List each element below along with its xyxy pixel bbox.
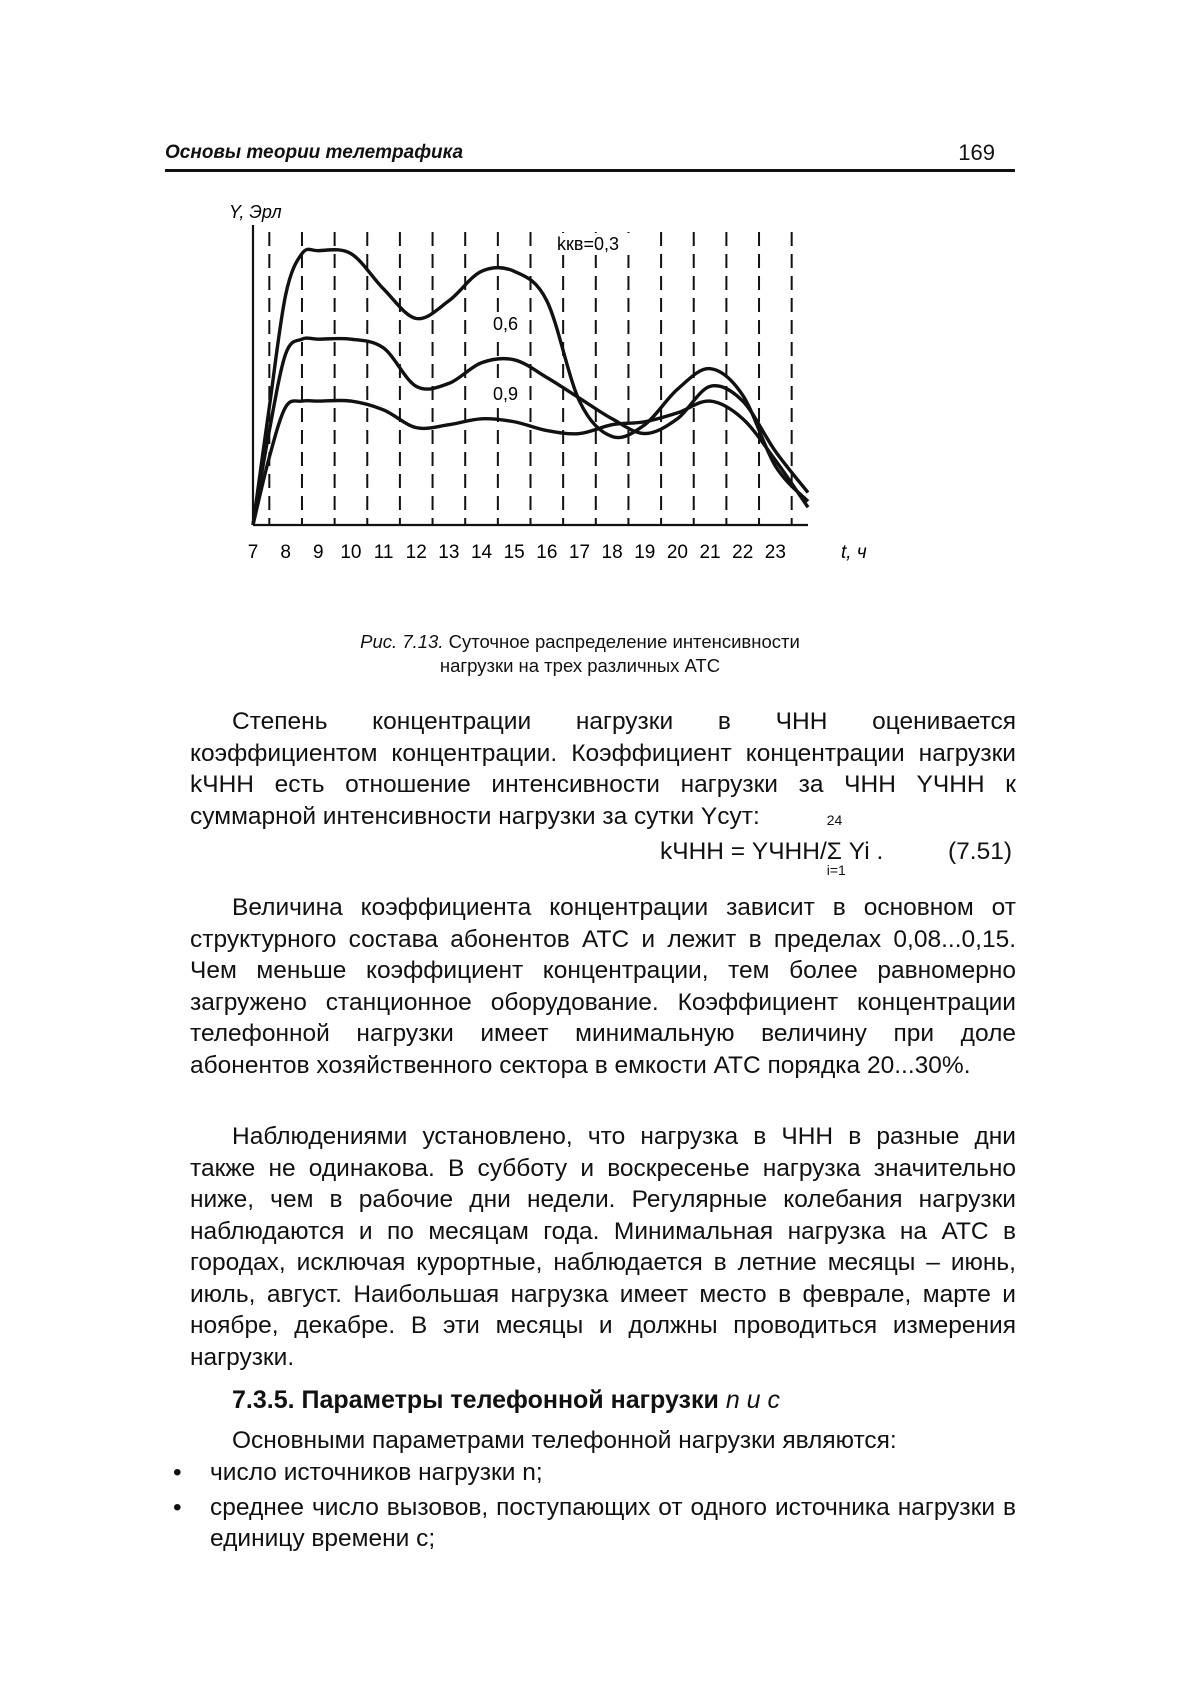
parameter-list	[170, 1457, 1016, 1558]
section-title-text: 7.3.5. Параметры телефонной нагрузки	[232, 1386, 726, 1414]
formula-expression: kЧНН = YЧНН/ 24 Σ i=1 Yi .	[660, 812, 884, 878]
x-tick-label: 18	[601, 542, 623, 563]
list-item: • среднее число вызовов, поступающих от одного источника нагрузки в единицу времени c;	[170, 1492, 1016, 1555]
x-tick-label: 14	[470, 542, 493, 563]
caption-line-1: Суточное распределение интенсивности	[448, 631, 800, 652]
x-tick-label: 22	[732, 542, 754, 563]
paragraph-3: Наблюдениями установлено, что нагрузка в ЧНН в разные дни также не одинакова. В субботу и воскресенье нагрузка значительно ниже, чем в рабочие дни недели. Регулярные колебания нагрузки наблюдаются и по месяцам года. Минимальная нагрузка на АТС в городах, исключая курортные, наблюдается в летние месяцы – июнь, июль, август. Наибольшая нагрузка имеет место в феврале, марте и ноябре, декабре. В эти месяцы и должны проводиться измерения нагрузки.	[190, 1123, 1016, 1371]
paragraph-4: Основными параметрами телефонной нагрузки являются:	[232, 1427, 897, 1454]
x-tick-label: 11	[373, 542, 394, 563]
curve-label: 0,6	[493, 314, 519, 334]
x-tick-label: 10	[340, 542, 362, 563]
section-title-vars: n и c	[725, 1386, 781, 1414]
formula-lhs: kЧНН = YЧНН/	[660, 838, 827, 865]
caption-line-2: нагрузки на трех различных АТС	[439, 655, 721, 676]
x-tick-label: 9	[313, 542, 324, 563]
paragraph-1: Степень концентрации нагрузки в ЧНН оценивается коэффициентом концентрации. Коэффициент концентрации нагрузки kЧНН есть отношение интенсивности нагрузки за ЧНН YЧНН к суммарной интенсивности нагрузки за сутки Yсут:	[190, 708, 1016, 830]
x-tick-label: 19	[634, 542, 656, 563]
x-tick-label: 8	[280, 542, 291, 563]
load-distribution-chart	[229, 202, 955, 620]
section-heading	[232, 1386, 780, 1415]
caption-label: Рис. 7.13.	[360, 631, 444, 652]
x-tick-label: 13	[438, 542, 460, 563]
sum-upper-limit: 24	[826, 812, 843, 828]
formula-number: (7.51)	[947, 838, 1012, 865]
page-header	[165, 139, 1015, 172]
sum-lower-limit: i=1	[826, 862, 846, 878]
page-number: 169	[958, 140, 995, 165]
paragraph-3-wrap	[190, 1121, 1016, 1373]
list-item: • число источников нагрузки n;	[170, 1457, 1016, 1489]
paragraph-2-wrap	[190, 892, 1016, 1081]
x-tick-label: 20	[666, 542, 688, 563]
formula-7-51	[190, 812, 1016, 886]
x-tick-label: 23	[764, 542, 786, 563]
x-tick-label: 17	[568, 542, 591, 563]
running-title: Основы теории телетрафика	[165, 142, 464, 163]
x-tick-label: 15	[503, 542, 525, 563]
x-tick-label: 21	[699, 542, 721, 563]
figure-caption	[300, 630, 860, 678]
curve-label: 0,9	[493, 384, 519, 404]
x-axis-label: t, ч	[841, 542, 867, 563]
x-tick-label: 7	[247, 542, 259, 563]
paragraph-4-wrap	[190, 1425, 1016, 1457]
curve-label: kкв=0,3	[557, 234, 619, 254]
formula-rhs: Yi .	[848, 838, 884, 865]
paragraph-2: Величина коэффициента концентрации зависит в основном от структурного состава абонентов АТС и лежит в пределах 0,08...0,15. Чем меньше коэффициент концентрации, тем более равномерно загружено станционное оборудование. Коэффициент концентрации телефонной нагрузки имеет минимальную величину при доле абонентов хозяйственного сектора в емкости АТС порядка 20...30%.	[190, 894, 1016, 1079]
x-tick-label: 16	[536, 542, 558, 563]
paragraph-1-wrap	[190, 706, 1016, 832]
y-axis-label: Y, Эрл	[229, 202, 282, 222]
chart-figure	[229, 202, 955, 620]
x-tick-label: 12	[405, 542, 427, 563]
